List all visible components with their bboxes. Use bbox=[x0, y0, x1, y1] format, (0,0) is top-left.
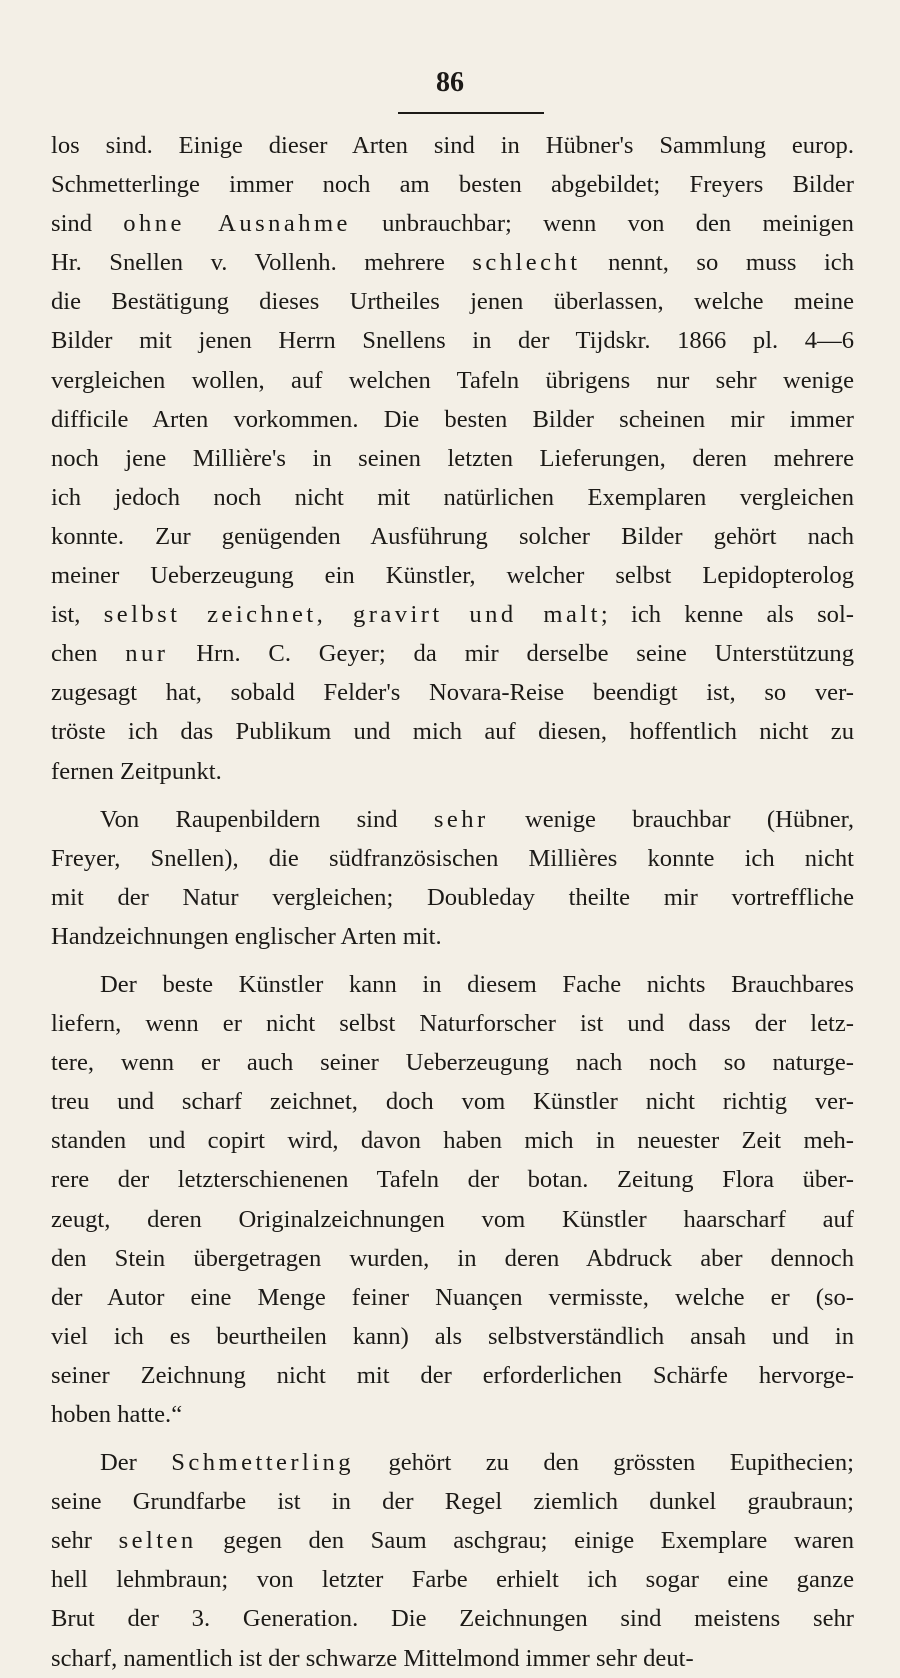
text-line bbox=[51, 917, 854, 956]
text-line bbox=[51, 204, 854, 243]
text-segment: Brut der 3. Generation. Die Zeichnungen sind meistens sehr bbox=[51, 1605, 854, 1633]
text-segment: liefern, wenn er nicht selbst Naturforscher ist und dass der letz- bbox=[51, 1010, 854, 1038]
text-segment: standen und copirt wird, davon haben mich in neuester Zeit meh- bbox=[51, 1127, 854, 1155]
spaced-emphasis: Schmetterling bbox=[171, 1449, 355, 1477]
text-segment: chen bbox=[51, 640, 126, 668]
text-segment: ich jedoch noch nicht mit natürlichen Exemplaren vergleichen bbox=[51, 483, 854, 511]
text-line bbox=[51, 165, 854, 204]
text-segment: fernen Zeitpunkt. bbox=[51, 757, 222, 785]
text-segment: treu und scharf zeichnet, doch vom Künstler nicht richtig ver- bbox=[51, 1088, 854, 1116]
text-segment: unbrauchbar; wenn von den meinigen bbox=[350, 210, 854, 238]
text-segment: der Autor eine Menge feiner Nuançen vermisste, welche er (so- bbox=[51, 1283, 854, 1311]
text-line bbox=[51, 1121, 854, 1160]
text-segment: noch jene Millière's in seinen letzten Lieferungen, deren mehrere bbox=[51, 444, 854, 472]
text-line bbox=[51, 752, 854, 791]
text-segment: konnte. Zur genügenden Ausführung solcher Bilder gehört nach bbox=[51, 522, 854, 550]
text-line bbox=[51, 634, 854, 673]
text-segment: Der bbox=[100, 1449, 172, 1477]
paragraph-p3 bbox=[51, 965, 854, 1434]
text-segment: Der beste Künstler kann in diesem Fache nichts Brauchbares bbox=[100, 970, 854, 998]
text-segment: Hrn. C. Geyer; da mir derselbe seine Unterstützung bbox=[168, 640, 854, 668]
text-segment: Handzeichnungen englischer Arten mit. bbox=[51, 922, 442, 950]
text-segment: seiner Zeichnung nicht mit der erforderlichen Schärfe hervorge- bbox=[51, 1361, 854, 1389]
paragraph-gap bbox=[51, 791, 854, 800]
text-line bbox=[51, 1082, 854, 1121]
text-line bbox=[51, 321, 854, 360]
text-line bbox=[51, 517, 854, 556]
text-line bbox=[51, 439, 854, 478]
text-segment: gegen den Saum aschgrau; einige Exemplare waren bbox=[196, 1527, 854, 1555]
text-segment: mit der Natur vergleichen; Doubleday theilte mir vortreffliche bbox=[51, 883, 854, 911]
text-line bbox=[51, 1239, 854, 1278]
spaced-emphasis: sehr bbox=[433, 805, 489, 833]
text-line bbox=[51, 1639, 854, 1678]
text-segment: seine Grundfarbe ist in der Regel ziemlich dunkel graubraun; bbox=[51, 1488, 854, 1516]
text-line bbox=[51, 1599, 854, 1638]
spaced-emphasis: selbst zeichnet, gravirt und malt bbox=[103, 601, 601, 629]
text-segment: zugesagt hat, sobald Felder's Novara-Reise beendigt ist, so ver- bbox=[51, 679, 854, 707]
text-segment: zeugt, deren Originalzeichnungen vom Künstler haarscharf auf bbox=[51, 1205, 854, 1233]
text-segment: sind bbox=[51, 210, 124, 238]
text-line bbox=[51, 1443, 854, 1482]
paragraph-gap bbox=[51, 1434, 854, 1443]
text-line bbox=[51, 712, 854, 751]
text-segment: hell lehmbraun; von letzter Farbe erhielt ich sogar eine ganze bbox=[51, 1566, 854, 1594]
paragraph-p1 bbox=[51, 126, 854, 791]
text-segment: vergleichen wollen, auf welchen Tafeln übrigens nur sehr wenige bbox=[51, 366, 854, 394]
text-line bbox=[51, 673, 854, 712]
text-segment: wenige brauchbar (Hübner, bbox=[488, 805, 854, 833]
text-line bbox=[51, 878, 854, 917]
spaced-emphasis: selten bbox=[118, 1527, 197, 1555]
text-line bbox=[51, 282, 854, 321]
text-segment: ; ich kenne als sol- bbox=[600, 601, 854, 629]
text-line bbox=[51, 839, 854, 878]
text-segment: den Stein übergetragen wurden, in deren Abdruck aber dennoch bbox=[51, 1244, 854, 1272]
spaced-emphasis: nur bbox=[125, 640, 169, 668]
paragraph-p4 bbox=[51, 1443, 854, 1678]
text-segment: Freyer, Snellen), die südfranzösischen Millières konnte ich nicht bbox=[51, 844, 854, 872]
text-segment: difficile Arten vorkommen. Die besten Bilder scheinen mir immer bbox=[51, 405, 854, 433]
text-segment: nennt, so muss ich bbox=[580, 249, 854, 277]
text-line bbox=[51, 478, 854, 517]
text-segment: viel ich es beurtheilen kann) als selbstverständlich ansah und in bbox=[51, 1322, 854, 1350]
text-line bbox=[51, 1160, 854, 1199]
text-segment: meiner Ueberzeugung ein Künstler, welcher selbst Lepidopterolog bbox=[51, 562, 854, 590]
spaced-emphasis: schlecht bbox=[472, 249, 581, 277]
text-line bbox=[51, 1356, 854, 1395]
text-segment: Von Raupenbildern sind bbox=[100, 805, 434, 833]
body-text bbox=[51, 126, 854, 1678]
text-line bbox=[51, 965, 854, 1004]
text-line bbox=[51, 1278, 854, 1317]
text-segment: die Bestätigung dieses Urtheiles jenen überlassen, welche meine bbox=[51, 288, 854, 316]
text-segment: tröste ich das Publikum und mich auf diesen, hoffentlich nicht zu bbox=[51, 718, 854, 746]
text-segment: rere der letzterschienenen Tafeln der botan. Zeitung Flora über- bbox=[51, 1166, 854, 1194]
text-segment: Schmetterlinge immer noch am besten abgebildet; Freyers Bilder bbox=[51, 171, 854, 199]
text-segment: tere, wenn er auch seiner Ueberzeugung nach noch so naturge- bbox=[51, 1049, 854, 1077]
paragraph-gap bbox=[51, 956, 854, 965]
text-line bbox=[51, 1395, 854, 1434]
text-line bbox=[51, 556, 854, 595]
text-line bbox=[51, 243, 854, 282]
paragraph-p2 bbox=[51, 800, 854, 956]
text-segment: sehr bbox=[51, 1527, 119, 1555]
text-segment: ist, bbox=[51, 601, 104, 629]
text-line bbox=[51, 1004, 854, 1043]
text-segment: hoben hatte.“ bbox=[51, 1401, 183, 1428]
text-line bbox=[51, 1482, 854, 1521]
text-line bbox=[51, 1043, 854, 1082]
text-line bbox=[51, 126, 854, 165]
text-segment: Hr. Snellen v. Vollenh. mehrere bbox=[51, 249, 473, 277]
text-line bbox=[51, 1200, 854, 1239]
text-segment: los sind. Einige dieser Arten sind in Hübner's Sammlung europ. bbox=[51, 132, 854, 159]
text-line bbox=[51, 361, 854, 400]
text-line bbox=[51, 1317, 854, 1356]
page-number: 86 bbox=[436, 67, 464, 98]
page-number-rule bbox=[398, 112, 544, 114]
text-segment: scharf, namentlich ist der schwarze Mittelmond immer sehr deut- bbox=[51, 1644, 694, 1672]
text-segment: gehört zu den grössten Eupithecien; bbox=[354, 1449, 854, 1477]
text-line bbox=[51, 1521, 854, 1560]
text-line bbox=[51, 800, 854, 839]
spaced-emphasis: ohne Ausnahme bbox=[123, 210, 351, 238]
text-line bbox=[51, 595, 854, 634]
text-segment: Bilder mit jenen Herrn Snellens in der Tijdskr. 1866 pl. 4—6 bbox=[51, 327, 854, 355]
text-line bbox=[51, 400, 854, 439]
text-line bbox=[51, 1560, 854, 1599]
